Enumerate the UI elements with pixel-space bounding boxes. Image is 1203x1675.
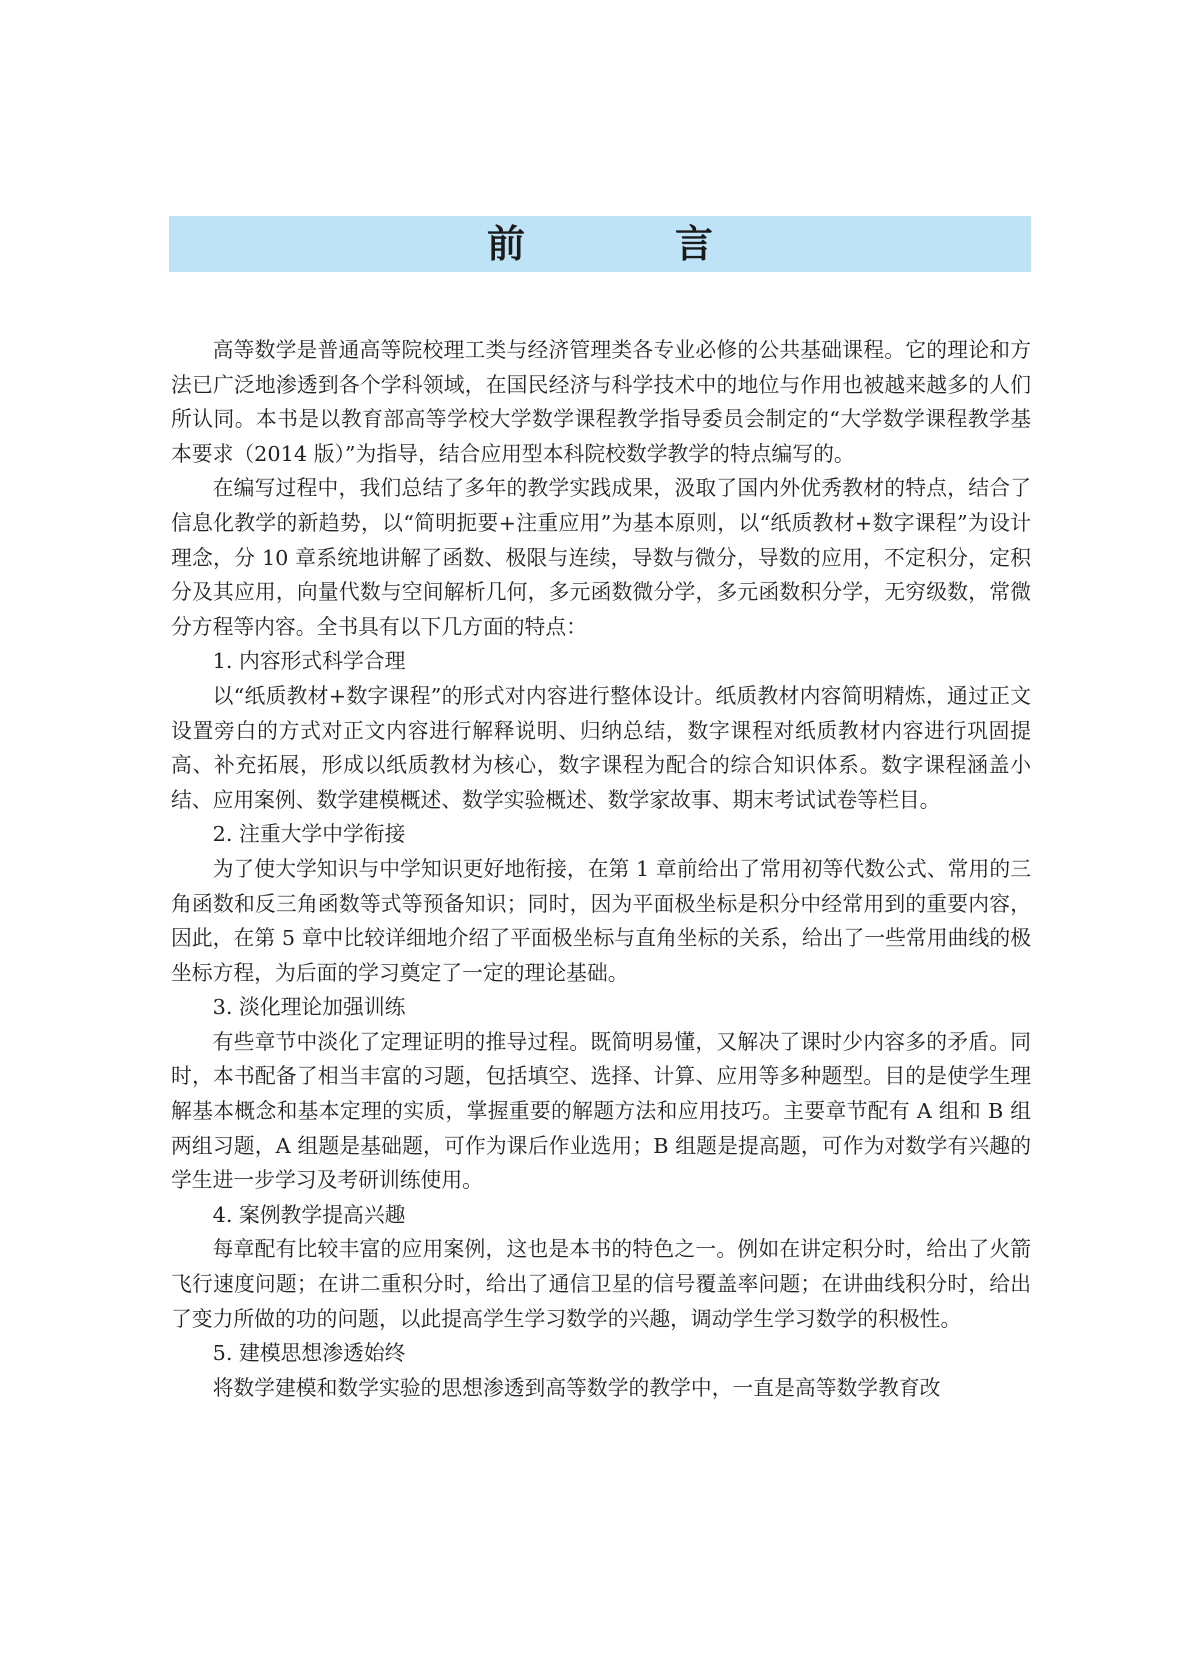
feature-paragraph-4: 每章配有比较丰富的应用案例，这也是本书的特色之一。例如在讲定积分时，给出了火箭飞行速度问题；在讲二重积分时，给出了通信卫星的信号覆盖率问题；在讲曲线积分时，给出了变力所做的功的问题，以此提高学生学习数学的兴趣，调动学生学习数学的积极性。	[171, 1237, 1031, 1331]
feature-heading-2: 2. 注重大学中学衔接	[212, 822, 406, 847]
feature-heading-3: 3. 淡化理论加强训练	[212, 995, 406, 1020]
feature-paragraph-2: 为了使大学知识与中学知识更好地衔接，在第 1 章前给出了常用初等代数公式、常用的三角函数和反三角函数等式等预备知识；同时，因为平面极坐标是积分中经常用到的重要内容，因此，在第 5 章中比较详细地介绍了平面极坐标与直角坐标的关系，给出了一些常用曲线的极坐标方程，为后面的学习奠定了一定的理论基础。	[171, 856, 1031, 985]
paragraph-intro: 高等数学是普通高等院校理工类与经济管理类各专业必修的公共基础课程。它的理论和方法已广泛地渗透到各个学科领域，在国民经济与科学技术中的地位与作用也被越来越多的人们所认同。本书是以教育部高等学校大学数学课程教学指导委员会制定的“大学数学课程教学基本要求（2014 版）”为指导，结合应用型本科院校数学教学的特点编写的。	[171, 338, 1031, 466]
paragraph-writing-process: 在编写过程中，我们总结了多年的教学实践成果，汲取了国内外优秀教材的特点，结合了信息化教学的新趋势，以“简明扼要+注重应用”为基本原则，以“纸质教材+数字课程”为设计理念，分 10 章系统地讲解了函数、极限与连续，导数与微分，导数的应用，不定积分，定积分及其应用，向量代数与空间解析几何，多元函数微分学，多元函数积分学，无穷级数，常微分方程等内容。全书具有以下几方面的特点：	[171, 476, 1031, 639]
feature-paragraph-5: 将数学建模和数学实验的思想渗透到高等数学的教学中，一直是高等数学教育改	[212, 1375, 941, 1400]
preface-body	[171, 333, 1031, 1405]
title-banner	[169, 216, 1031, 272]
page-title: 前 言	[486, 222, 769, 266]
feature-heading-1: 1. 内容形式科学合理	[212, 649, 406, 674]
feature-heading-4: 4. 案例教学提高兴趣	[212, 1202, 406, 1227]
feature-heading-5: 5. 建模思想渗透始终	[212, 1341, 406, 1366]
feature-paragraph-1: 以“纸质教材+数字课程”的形式对内容进行整体设计。纸质教材内容简明精炼，通过正文设置旁白的方式对正文内容进行解释说明、归纳总结，数字课程对纸质教材内容进行巩固提高、补充拓展，形成以纸质教材为核心，数字课程为配合的综合知识体系。数字课程涵盖小结、应用案例、数学建模概述、数学实验概述、数学家故事、期末考试试卷等栏目。	[171, 683, 1031, 812]
feature-paragraph-3: 有些章节中淡化了定理证明的推导过程。既简明易懂，又解决了课时少内容多的矛盾。同时，本书配备了相当丰富的习题，包括填空、选择、计算、应用等多种题型。目的是使学生理解基本概念和基本定理的实质，掌握重要的解题方法和应用技巧。主要章节配有 A 组和 B 组两组习题，A 组题是基础题，可作为课后作业选用；B 组题是提高题，可作为对数学有兴趣的学生进一步学习及考研训练使用。	[171, 1029, 1031, 1193]
